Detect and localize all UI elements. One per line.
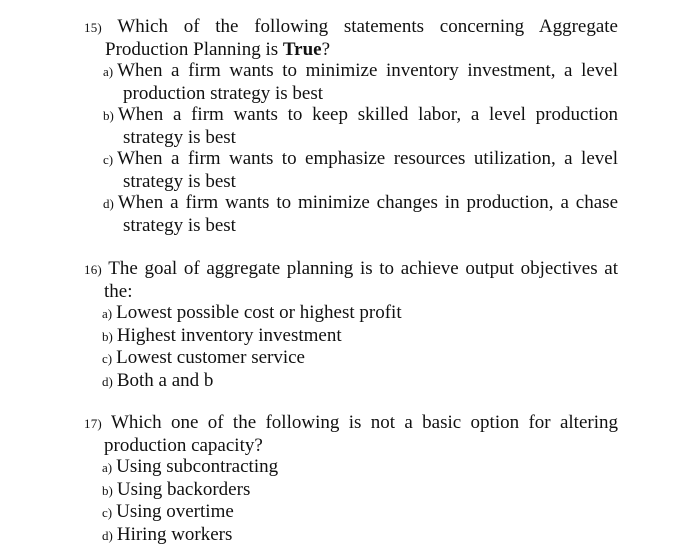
option-d xyxy=(102,524,618,547)
option-a xyxy=(103,60,618,104)
question-text: Which one of the following is not a basic option for altering production capacity? xyxy=(104,412,618,456)
option-c xyxy=(102,347,618,370)
question-number: 15) xyxy=(84,20,102,35)
option-c xyxy=(102,501,618,524)
option-b xyxy=(102,479,618,502)
option-label: c) xyxy=(103,152,114,167)
option-label: c) xyxy=(102,351,113,366)
option-text: When a firm wants to minimize changes in production, a chase strategy is best xyxy=(117,192,618,236)
question-16 xyxy=(84,258,618,392)
option-text: Lowest possible cost or highest profit xyxy=(116,302,402,323)
question-text-end: ? xyxy=(321,38,331,60)
question-17 xyxy=(84,412,618,546)
option-text: Using subcontracting xyxy=(116,456,279,477)
option-b xyxy=(103,104,618,148)
question-text: The goal of aggregate planning is to achieve output objectives at the: xyxy=(104,258,618,302)
question-16-options xyxy=(102,302,618,392)
option-text: When a firm wants to minimize inventory investment, a level production strategy is best xyxy=(117,60,618,104)
question-number: 16) xyxy=(84,262,102,277)
option-label: c) xyxy=(102,505,113,520)
option-b xyxy=(102,325,618,348)
question-15 xyxy=(84,16,618,236)
option-a xyxy=(102,302,618,325)
option-label: b) xyxy=(103,108,114,123)
question-17-stem xyxy=(84,412,618,456)
option-text: Using backorders xyxy=(116,478,251,500)
question-number: 17) xyxy=(84,416,102,431)
option-text: When a firm wants to emphasize resources utilization, a level strategy is best xyxy=(117,148,618,192)
option-text: Highest inventory investment xyxy=(116,324,342,346)
option-text: When a firm wants to keep skilled labor, a level production strategy is best xyxy=(117,104,618,148)
question-text: Which of the following statements concerning Aggregate Production Planning is xyxy=(105,16,618,60)
option-a xyxy=(102,456,618,479)
option-label: d) xyxy=(102,373,113,389)
option-c xyxy=(103,148,618,192)
option-text: Both a and b xyxy=(116,369,214,391)
option-label: a) xyxy=(102,460,113,475)
question-17-options xyxy=(102,456,618,546)
option-label: a) xyxy=(103,64,114,79)
option-d xyxy=(103,192,618,236)
question-16-stem xyxy=(84,258,618,302)
question-15-stem xyxy=(84,16,618,60)
option-text: Hiring workers xyxy=(116,523,233,545)
option-text: Using overtime xyxy=(116,501,234,522)
option-label: b) xyxy=(102,328,113,344)
option-label: b) xyxy=(102,482,113,498)
option-text: Lowest customer service xyxy=(116,347,305,368)
option-label: d) xyxy=(102,527,113,543)
option-label: d) xyxy=(103,196,114,211)
option-label: a) xyxy=(102,306,113,321)
option-d xyxy=(102,370,618,393)
question-15-options xyxy=(103,60,618,236)
question-emphasis: True xyxy=(282,38,322,60)
